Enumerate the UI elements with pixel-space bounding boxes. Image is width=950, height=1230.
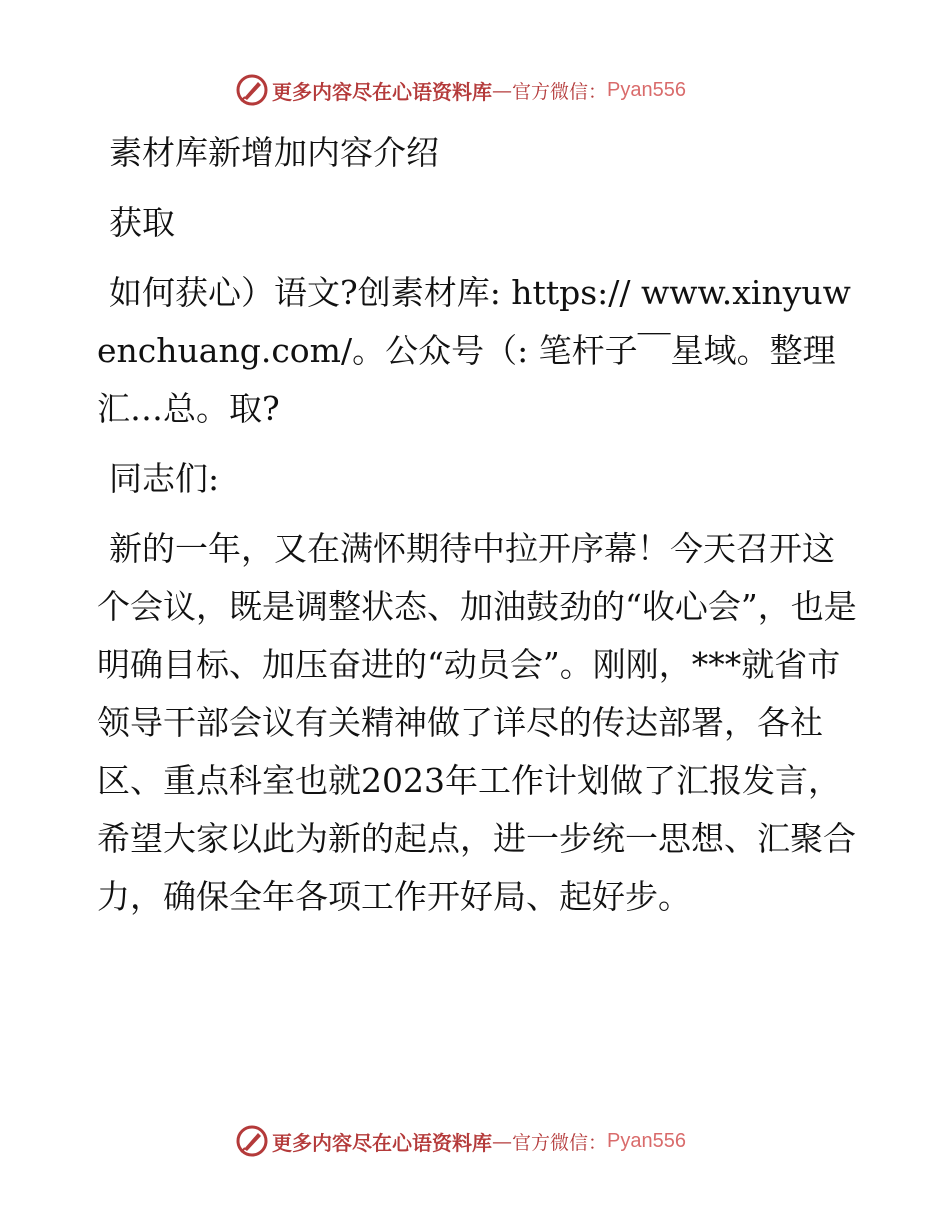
intro-paragraph: 如何获心）语文?创素材库: https:// www.xinyuwenchuang.com/。公众号（: 笔杆子￣星域。整理汇…总。取? <box>97 273 851 428</box>
banner-wechat-label: 官方微信： <box>512 80 608 103</box>
footer-wechat-id: Pyan556 <box>607 1129 686 1152</box>
header-banner <box>236 73 686 107</box>
quill-pen-logo-icon <box>236 74 268 106</box>
footer-dash: — <box>492 1129 512 1153</box>
footer-banner <box>236 1124 686 1158</box>
footer-wechat-label: 官方微信： <box>512 1131 608 1154</box>
banner-brand-text: 更多内容尽在心语资料库 <box>272 79 492 104</box>
body-paragraph: 新的一年，又在满怀期待中拉开序幕！今天召开这个会议，既是调整状态、加油鼓劲的“收心会”，也是明确目标、加压奋进的“动员会”。刚刚，***就省市领导干部会议有关精神做了详尽的传达部署，各社区、重点科室也就2023年工作计划做了汇报发言，希望大家以此为新的起点，进一步统一思想、汇聚合力，确保全年各项工作开好局、起好步。 <box>97 529 857 916</box>
document-body <box>97 124 857 926</box>
quill-pen-logo-icon <box>236 1125 268 1157</box>
greeting-line: 同志们: <box>109 459 220 498</box>
banner-dash: — <box>492 78 512 102</box>
document-subheading: 获取 <box>109 203 175 242</box>
footer-brand-text: 更多内容尽在心语资料库 <box>272 1130 492 1155</box>
banner-wechat-id: Pyan556 <box>607 78 686 101</box>
document-heading: 素材库新增加内容介绍 <box>109 133 439 172</box>
